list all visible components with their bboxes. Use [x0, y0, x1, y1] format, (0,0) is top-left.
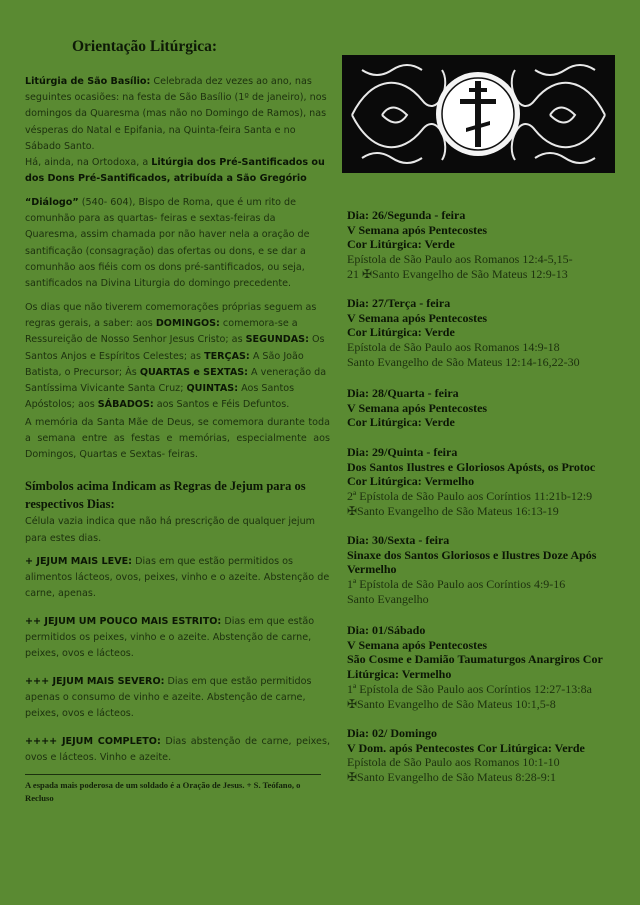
text: Dias abstenção de carne, peixes, ovos e lácteos. Vinho e azeite.	[25, 736, 331, 764]
day-entry-27	[347, 296, 640, 370]
divider	[25, 774, 321, 775]
text: Cor Litúrgica: Verde	[347, 237, 455, 252]
text: Cor Litúrgica: Verde	[347, 325, 455, 340]
text: 1ª Epístola de São Paulo aos Coríntios 12:27-13:8a	[347, 681, 592, 696]
text: (540- 604), Bispo de Roma, que é um rito de comunhão para as quartas- feiras e sextas-feiras da Quaresma, assim chamada por não haver nela a oração de santificação (consagração) das ofertas ou dons, e se dar a comunhão aos fiéis com os dons pré-santificados, ou seja, santificados na Divina Liturgia do domingo precedente.	[25, 197, 310, 290]
text: A veneração da Santíssima Vivicante Santa Cruz;	[25, 366, 327, 395]
text: V Dom. após Pentecostes Cor Litúrgica: Verde	[347, 740, 585, 755]
text: comemora-se a Ressureição de Nosso Senhor Jesus Cristo; as	[25, 318, 298, 346]
text: ✠Santo Evangelho de São Mateus 8:28-9:1	[347, 770, 557, 785]
text: 1ª Epístola de São Paulo aos Coríntios 4:9-16	[347, 577, 566, 592]
text: V Semana após Pentecostes	[347, 222, 488, 237]
text: Dias em que estão permitidos os peixes, vinho e o azeite. Abstenção de carne, peixes, ovos e lácteos.	[25, 616, 315, 660]
text: ++++ JEJUM COMPLETO:	[25, 736, 161, 747]
text: Epístola de São Paulo aos Romanos 12:4-5,15-	[347, 252, 573, 267]
bold-text: Litúrgia dos Pré-Santificados ou dos Dons Pré-Santificados, atribuída a São Gregório	[25, 157, 325, 185]
paragraph-memoria: A memória da Santa Mãe de Deus, se comemora durante toda a semana entre as festas e memórias, especialmente aos Domingos, Quartas e Sextas- feiras.	[25, 417, 330, 461]
text: Dias em que estão permitidos apenas o consumo de vinho e azeite. Abstenção de carne, peixes, ovos e lácteos.	[25, 676, 312, 720]
paragraph-dialogo	[25, 195, 330, 292]
text: ✠Santo Evangelho de São Mateus 16:13-19	[347, 503, 559, 518]
text: Celebrada dez vezes ao ano, nas seguintes ocasiões: na festa de São Basílio (1º de janeiro), nos domingos da Quaresma (mas não no Domingo de Ramos), nas vésperas do Natal e Epifania, na Quinta-feira Santa e no Sábado Santo.	[25, 76, 327, 152]
text: QUINTAS:	[186, 383, 239, 395]
text: Dos Santos Ilustres e Gloriosos Apósts, os Protoc	[347, 459, 596, 474]
text: ++ JEJUM UM POUCO MAIS ESTRITO:	[25, 616, 222, 627]
text: A São João Batista, o Precursor; Às	[25, 350, 304, 378]
symbols-heading: Símbolos acima Indicam as Regras de Jejum para os respectivos Dias:	[25, 479, 306, 512]
text: Dia: 02/ Domingo	[347, 726, 437, 740]
text: +++ JEJUM MAIS SEVERO:	[25, 676, 165, 687]
text: V Semana após Pentecostes	[347, 400, 488, 415]
text: V Semana após Pentecostes	[347, 637, 488, 652]
day-entry-01	[347, 623, 640, 711]
bold-text: Litúrgia de São Basílio:	[25, 76, 151, 87]
text: Cor Litúrgica: Verde	[347, 415, 455, 430]
text: QUARTAS e SEXTAS:	[139, 366, 248, 378]
text: Dia: 29/Quinta - feira	[347, 445, 458, 459]
paragraph-days	[25, 300, 330, 413]
text: TERÇAS:	[204, 350, 250, 362]
text: Dia: 26/Segunda - feira	[347, 208, 466, 222]
text: Vermelho	[347, 562, 397, 577]
orthodox-cross-ornament-image	[342, 55, 615, 173]
text: ✠Santo Evangelho de São Mateus 10:1,5-8	[347, 696, 556, 711]
text: Dia: 27/Terça - feira	[347, 296, 451, 310]
text: SEGUNDAS:	[245, 334, 309, 346]
text: Santo Evangelho de São Mateus 12:14-16,22-30	[347, 354, 580, 369]
text: Epístola de São Paulo aos Romanos 10:1-10	[347, 755, 560, 770]
symbols-text: Célula vazia indica que não há prescrição de qualquer jejum para estes dias.	[25, 516, 316, 544]
day-entry-29	[347, 445, 640, 519]
day-entry-30	[347, 533, 640, 607]
footer-quote: A espada mais poderosa de um soldado é a Oração de Jesus. + S. Teófano, o Recluso	[25, 780, 301, 803]
fast-rule	[25, 674, 330, 723]
text: Dia: 01/Sábado	[347, 623, 426, 637]
text: V Semana após Pentecostes	[347, 310, 488, 325]
text: DOMINGOS:	[155, 318, 220, 330]
text: Dia: 30/Sexta - feira	[347, 533, 450, 547]
text: Os dias que não tiverem comemorações próprias seguem as regras gerais, a saber: aos	[25, 302, 317, 330]
fast-rule	[25, 734, 330, 766]
text: Epístola de São Paulo aos Romanos 14:9-18	[347, 340, 560, 355]
text: São Cosme e Damião Taumaturgos Anargiros Cor	[347, 652, 603, 667]
day-entry-28	[347, 386, 640, 430]
fast-rule	[25, 554, 330, 603]
text: Aos Santos Apóstolos; aos	[25, 383, 295, 411]
text: aos Santos e Féis Defuntos.	[153, 399, 290, 411]
text: Cor Litúrgica: Vermelho	[347, 474, 475, 489]
text: Dia: 28/Quarta - feira	[347, 386, 459, 400]
paragraph-sao-basilio	[25, 74, 330, 187]
text: + JEJUM MAIS LEVE:	[25, 556, 133, 567]
text: 21 ✠Santo Evangelho de São Mateus 12:9-13	[347, 266, 568, 281]
text: 2ª Epístola de São Paulo aos Coríntios 11:21b-12:9	[347, 489, 593, 504]
day-entry-26	[347, 208, 640, 282]
text: Santo Evangelho	[347, 591, 429, 606]
text: Há, ainda, na Ortodoxa, a	[25, 157, 152, 169]
day-entry-02	[347, 726, 640, 785]
text: Litúrgica: Vermelho	[347, 667, 452, 682]
text: Dias em que estão permitidos os alimentos lácteos, ovos, peixes, vinho e o azeite. Abstenção de carne, apenas.	[25, 556, 330, 600]
bold-text: “Diálogo”	[25, 197, 79, 208]
page-title: Orientação Litúrgica:	[72, 38, 218, 55]
text: Os Santos Anjos e Espíritos Celestes; as	[25, 334, 325, 362]
text: Sinaxe dos Santos Gloriosos e Ilustres Doze Após	[347, 547, 597, 562]
text: SÁBADOS:	[97, 399, 154, 411]
fast-rule	[25, 614, 330, 663]
symbols-section	[25, 478, 330, 547]
